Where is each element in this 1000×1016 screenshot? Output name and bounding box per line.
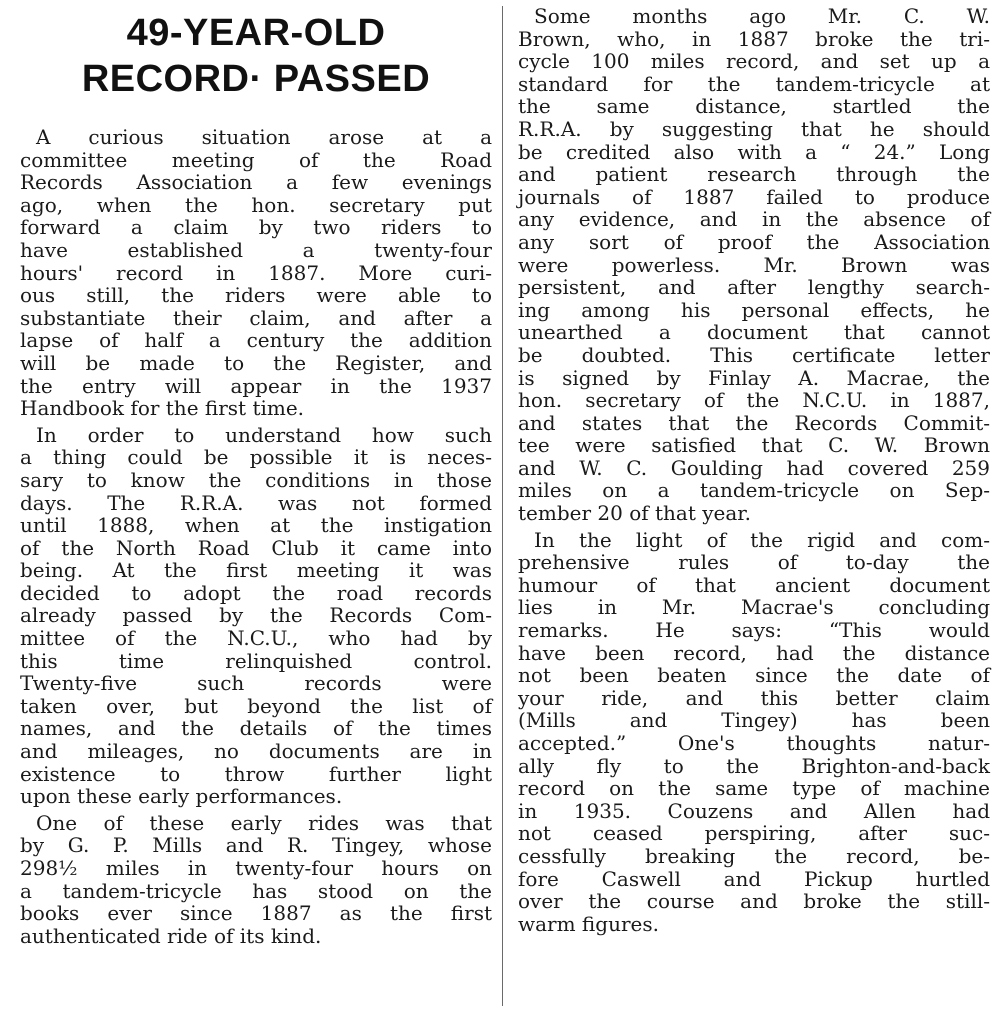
left-column-body: [20, 126, 492, 947]
text-line: and patient research through the: [518, 162, 990, 187]
text-line: remarks. He says: “This would: [518, 618, 990, 643]
text-line: Records Association a few evenings: [20, 170, 492, 195]
headline: [20, 10, 492, 126]
text-line: ally fly to the Brighton-and-back: [518, 753, 990, 778]
text-line: forward a claim by two riders to: [20, 215, 492, 240]
text-line: ous still, the riders were able to: [20, 283, 492, 308]
text-line: hon. secretary of the N.C.U. in 1887,: [518, 388, 990, 413]
text-line: ing among his personal effects, he: [518, 297, 990, 322]
text-line: persistent, and after lengthy search-: [518, 275, 990, 300]
text-line: lapse of half a century the addition: [20, 328, 492, 353]
text-line: R.R.A. by suggesting that he should: [518, 116, 990, 141]
text-line: this time relinquished control.: [20, 648, 492, 673]
text-line: of the North Road Club it came into: [20, 535, 492, 560]
text-line: tee were satisfied that C. W. Brown: [518, 433, 990, 458]
text-line: In the light of the rigid and com-: [534, 527, 990, 552]
text-line: upon these early performances.: [20, 784, 343, 809]
text-line: sary to know the conditions in those: [20, 467, 492, 492]
text-line: authenticated ride of its kind.: [20, 923, 322, 948]
text-line: not ceased perspiring, after suc-: [518, 821, 990, 846]
text-line: cycle 100 miles record, and set up a: [518, 49, 990, 74]
text-line: Some months ago Mr. C. W.: [534, 4, 990, 28]
text-line: tember 20 of that year.: [518, 501, 752, 526]
text-line: mittee of the N.C.U., who had by: [20, 626, 492, 651]
text-line: and W. C. Goulding had covered 259: [518, 455, 990, 480]
headline-line-1: 49-YEAR-OLD: [126, 12, 386, 54]
text-line: (Mills and Tingey) has been: [518, 708, 990, 733]
paragraph: [20, 812, 492, 948]
text-line: standard for the tandem-tricycle at: [518, 71, 990, 96]
text-line: 298½ miles in twenty-four hours on: [20, 856, 492, 880]
text-line: substantiate their claim, and after a: [20, 305, 492, 330]
text-line: Twenty-five such records were: [20, 671, 492, 696]
text-line: have established a twenty-four: [20, 237, 492, 262]
text-line: be doubted. This certificate letter: [518, 342, 990, 367]
text-line: a tandem-tricycle has stood on the: [20, 878, 492, 903]
text-line: already passed by the Records Com-: [20, 603, 492, 628]
text-line: In order to understand how such: [36, 422, 492, 447]
text-line: and states that the Records Commit-: [518, 410, 990, 435]
text-line: committee meeting of the Road: [20, 147, 492, 172]
text-line: hours' record in 1887. More curi-: [20, 260, 492, 285]
right-column: [518, 0, 990, 939]
text-line: will be made to the Register, and: [20, 350, 492, 375]
text-line: being. At the first meeting it was: [20, 558, 492, 583]
text-line: accepted.” One's thoughts natur-: [518, 731, 990, 755]
text-line: books ever since 1887 as the first: [20, 901, 492, 926]
text-line: were powerless. Mr. Brown was: [518, 252, 990, 277]
text-line: decided to adopt the road records: [20, 580, 492, 605]
text-line: Brown, who, in 1887 broke the tri-: [518, 26, 990, 51]
text-line: over the course and broke the still-: [518, 889, 990, 914]
text-line: record on the same type of machine: [518, 776, 990, 801]
text-line: your ride, and this better claim: [518, 685, 990, 710]
text-line: names, and the details of the times: [20, 716, 492, 741]
text-line: lies in Mr. Macrae's concluding: [518, 595, 990, 620]
column-divider: [502, 6, 503, 1006]
text-line: existence to throw further light: [20, 761, 492, 786]
text-line: journals of 1887 failed to produce: [518, 184, 990, 209]
text-line: fore Caswell and Pickup hurtled: [518, 866, 990, 891]
right-column-body: [518, 5, 990, 935]
text-line: be credited also with a “ 24.” Long: [518, 139, 990, 164]
text-line: the same distance, startled the: [518, 94, 990, 119]
text-line: not been beaten since the date of: [518, 663, 990, 688]
paragraph: [20, 424, 492, 808]
text-line: days. The R.R.A. was not formed: [20, 490, 492, 515]
text-line: warm figures.: [518, 911, 659, 936]
text-line: any evidence, and in the absence of: [518, 207, 990, 232]
text-line: any sort of proof the Association: [518, 229, 990, 254]
text-line: is signed by Finlay A. Macrae, the: [518, 365, 990, 390]
text-line: A curious situation arose at a: [36, 125, 492, 149]
text-line: and mileages, no documents are in: [20, 739, 492, 764]
left-column: [20, 0, 492, 951]
paragraph: [518, 529, 990, 936]
text-line: miles on a tandem-tricycle on Sep-: [518, 478, 990, 503]
headline-line-2: RECORD· PASSED: [81, 58, 431, 100]
text-line: humour of that ancient document: [518, 572, 990, 597]
text-line: have been record, had the distance: [518, 640, 990, 665]
text-line: taken over, but beyond the list of: [20, 693, 492, 718]
text-line: ago, when the hon. secretary put: [20, 192, 492, 217]
text-line: cessfully breaking the record, be-: [518, 843, 990, 868]
text-line: by G. P. Mills and R. Tingey, whose: [20, 833, 492, 858]
text-line: a thing could be possible it is neces-: [20, 445, 492, 470]
text-line: unearthed a document that cannot: [518, 320, 990, 345]
paragraph: [518, 5, 990, 525]
text-line: in 1935. Couzens and Allen had: [518, 798, 990, 823]
paragraph: [20, 126, 492, 420]
text-line: prehensive rules of to-day the: [518, 550, 990, 575]
text-line: One of these early rides was that: [36, 810, 492, 835]
text-line: until 1888, when at the instigation: [20, 513, 492, 538]
text-line: the entry will appear in the 1937: [20, 373, 492, 398]
text-line: Handbook for the first time.: [20, 396, 305, 421]
